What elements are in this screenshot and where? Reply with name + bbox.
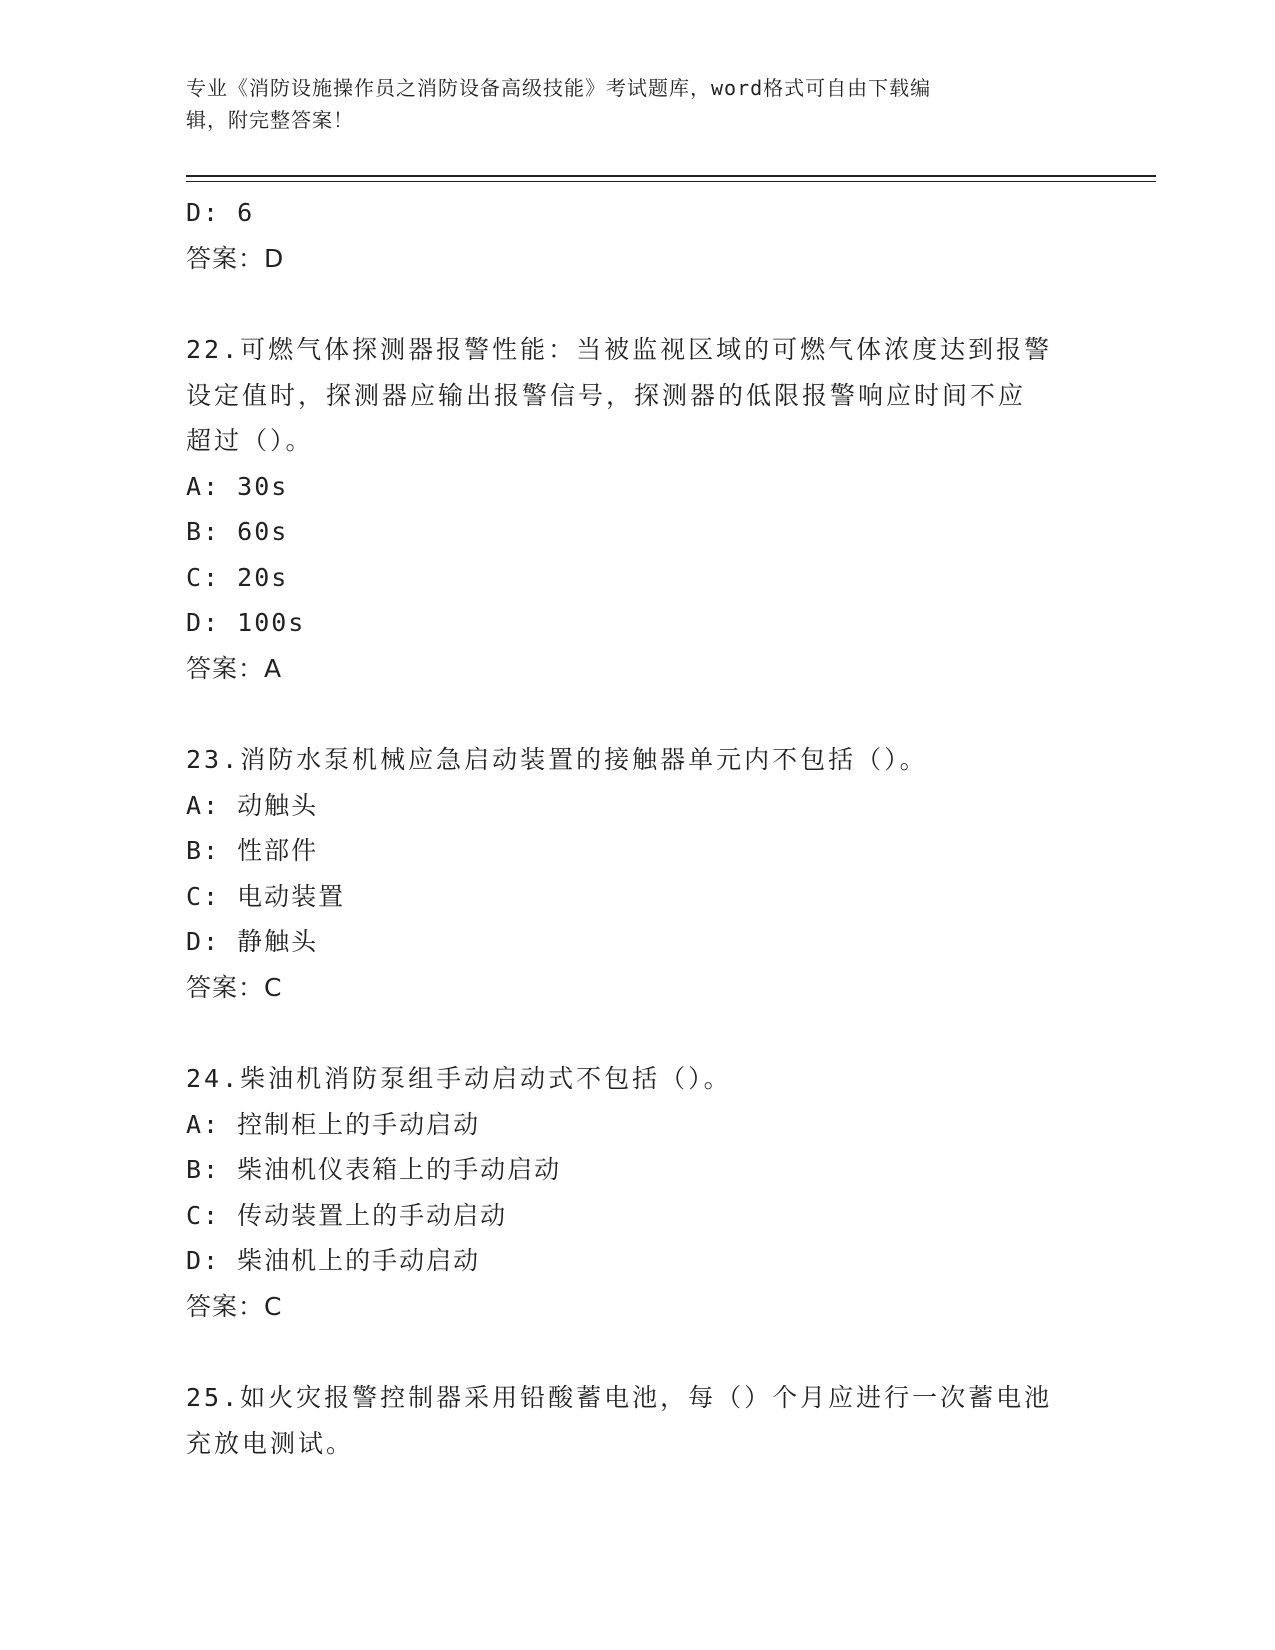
question-22-option-b: B: 60s [186,517,289,546]
question-22-option-a: A: 30s [186,471,289,501]
question-23 [186,737,1086,1010]
question-23-text-1: 23.消防水泵机械应急启动装置的接触器单元内不包括（）。 [186,745,928,774]
question-23-option-c: C: 电动装置 [186,881,346,911]
spacer [186,691,1086,737]
spacer [186,1010,1086,1056]
question-24-text-1: 24.柴油机消防泵组手动启动式不包括（）。 [186,1064,732,1093]
header-divider-thick [186,175,1156,177]
question-24-answer: 答案：C [186,1291,283,1321]
question-22-answer: 答案：A [186,653,283,683]
spacer [186,1329,1086,1375]
question-list [186,190,1086,1466]
header-line-2: 辑，附完整答案！ [186,108,354,132]
question-22 [186,327,1086,691]
header-divider-thin [186,181,1156,182]
question-24-option-d: D: 柴油机上的手动启动 [186,1246,481,1275]
question-23-option-a: A: 动触头 [186,790,319,820]
question-24-option-c: C: 传动装置上的手动启动 [186,1200,508,1230]
question-24 [186,1056,1086,1329]
question-22-option-d: D: 100s [186,608,306,637]
question-23-answer: 答案：C [186,972,283,1002]
question-22-option-c: C: 20s [186,562,289,592]
question-22-text-3: 超过（）。 [186,426,314,455]
question-22-text-1: 22.可燃气体探测器报警性能：当被监视区域的可燃气体浓度达到报警 [186,335,1053,364]
question-25 [186,1375,1086,1466]
spacer [186,281,1086,327]
question-25-text-1: 25.如火灾报警控制器采用铅酸蓄电池，每（）个月应进行一次蓄电池 [186,1383,1053,1412]
document-header [186,72,1066,136]
question-23-option-b: B: 性部件 [186,836,319,865]
header-line-1: 专业《消防设施操作员之消防设备高级技能》考试题库，word格式可自由下载编 [186,76,932,100]
question-24-option-a: A: 控制柜上的手动启动 [186,1109,481,1139]
prev-option-d: D: 6 [186,198,255,227]
question-24-option-b: B: 柴油机仪表箱上的手动启动 [186,1155,562,1184]
question-22-text-2: 设定值时，探测器应输出报警信号，探测器的低限报警响应时间不应 [186,380,1027,410]
question-23-option-d: D: 静触头 [186,927,319,956]
question-25-text-2: 充放电测试。 [186,1428,355,1458]
prev-answer: 答案：D [186,243,285,273]
